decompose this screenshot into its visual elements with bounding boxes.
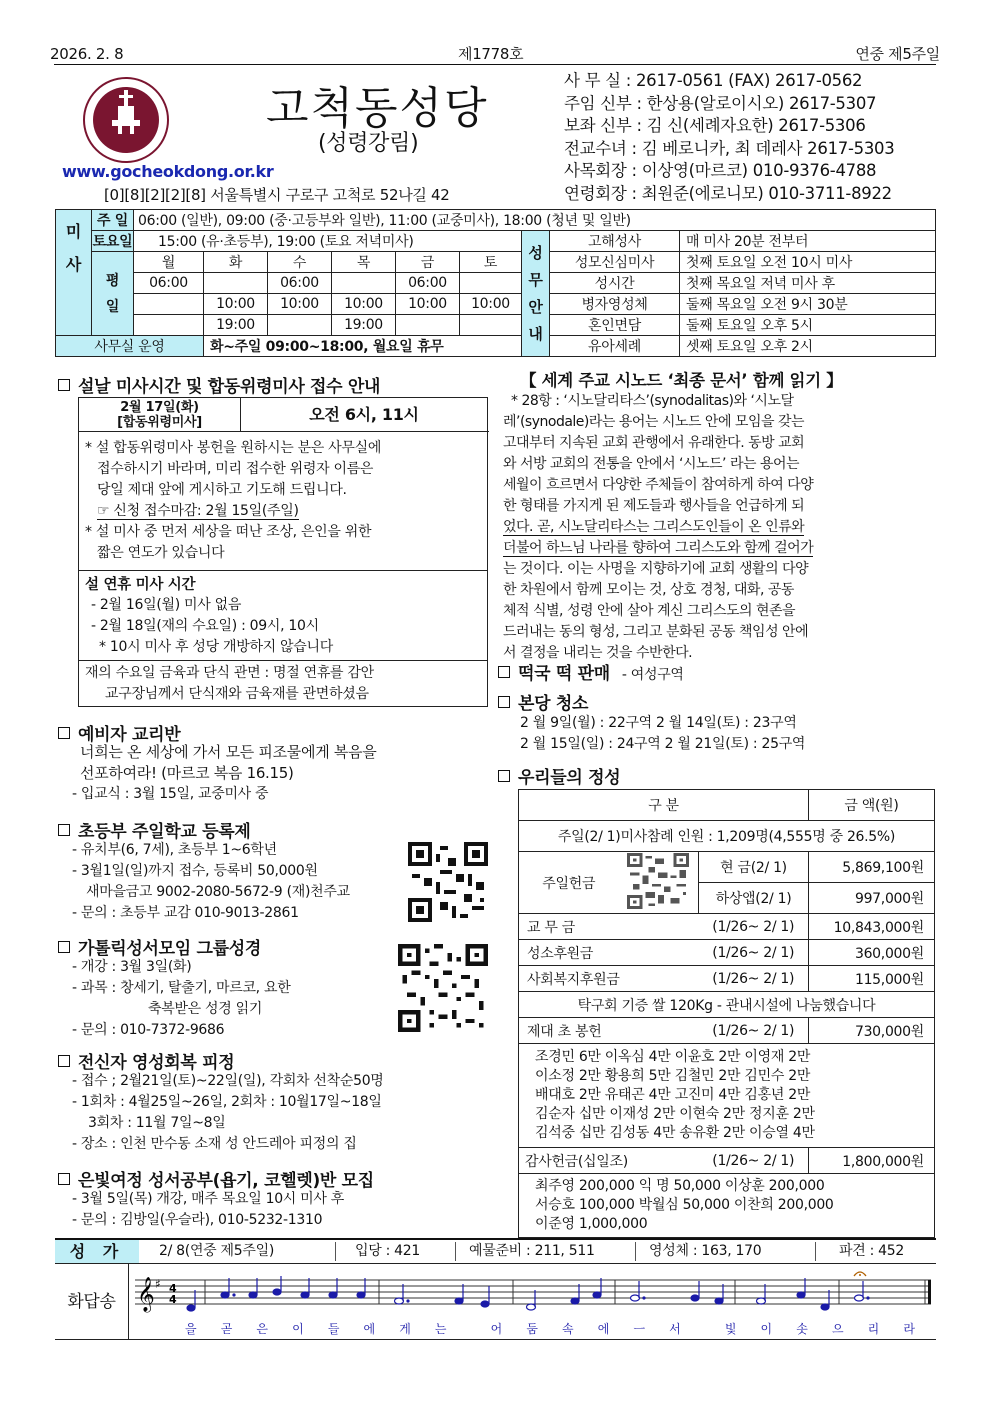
sacrament-time: 첫째 토요일 오전 10시 미사 [680,252,936,273]
psalm-label: 화답송 [55,1264,129,1340]
altar-period: (1/26~ 2/ 1) [699,1018,809,1044]
offering-row-period: (1/26~ 2/ 1) [699,914,809,940]
day-header: 토 [460,252,522,273]
weekday-time: 10:00 [204,294,268,315]
sacrament-time: 매 미사 20분 전부터 [680,231,936,252]
offering-col-header: 구 분 [519,790,809,821]
hymn-label: 성 가 [55,1240,139,1263]
weekday-time [460,315,522,336]
cash-amount: 5,869,100원 [809,852,935,883]
psalm-notes [187,1276,869,1311]
checkbox-icon [498,666,510,678]
day-header: 화 [204,252,268,273]
lunar-heading: 설날 미사시간 및 합동위령미사 접수 안내 [58,372,380,397]
offering-row-amount: 360,000원 [809,940,935,966]
lunar-date: 2월 17일(화) [합동위령미사] [79,398,241,432]
offering-row-period: (1/26~ 2/ 1) [699,940,809,966]
mass-schedule-table [55,209,936,357]
cleaning-body: 2 월 9일(월) : 22구역 2 월 14일(토) : 23구역 2 월 15일(일) : 24구역 2 월 21일(토) : 25구역 [520,715,806,752]
hymn-divider [635,1242,636,1261]
weekday-time: 06:00 [134,273,204,294]
qr-code-offering[interactable] [619,852,699,914]
offering-table [518,789,935,1238]
weekday-time: 10:00 [268,294,332,315]
contact-office: 사 무 실 : 2617-0561 (FAX) 2617-0562 [564,71,863,90]
altar-amount: 730,000원 [809,1018,935,1044]
hymn-offertory: 예물준비 : 211, 511 [469,1243,595,1259]
sunday-times: 06:00 (일반), 09:00 (중·고등부와 일반), 11:00 (교중미사), 18:00 (청년 및 일반) [134,210,936,231]
weekday-label: 평 일 [92,252,134,336]
offering-row-amount: 10,843,000원 [809,914,935,940]
thanks-amount: 1,800,000원 [809,1148,935,1174]
checkbox-icon [58,941,70,953]
sunday-school-heading: 초등부 주일학교 등록제 [58,817,250,842]
saturday-times: 15:00 (유·초등부), 19:00 (토요 저녁미사) [134,231,522,252]
attendance: 주일(2/ 1)미사참례 인원 : 1,209명(4,555명 중 26.5%) [519,821,935,852]
catechumen-body: 너희는 온 세상에 가서 모든 피조물에게 복음을 선포하여라! (마르코 복음 16.15) - 입교식 : 3월 15일, 교중미사 중 [72,743,377,802]
offering-row-label: 교 무 금 [519,914,699,940]
checkbox-icon [498,770,510,782]
contact-assistant: 보좌 신부 : 김 신(세례자요한) 2617-5306 [564,116,866,135]
holiday-title: 설 연휴 미사 시간 [85,577,196,593]
sacrament-name: 성모신심미사 [550,252,680,273]
checkbox-icon [58,824,70,836]
office-hours-label: 사무실 운영 [56,336,204,357]
weekday-time [134,294,204,315]
hymn-entrance: 입당 : 421 [355,1243,420,1259]
lunar-time: 오전 6시, 11시 [309,405,419,424]
weekday-time: 19:00 [332,315,396,336]
day-header: 수 [268,252,332,273]
weekday-time [204,273,268,294]
hymn-row [55,1238,936,1264]
offering-row-period: (1/26~ 2/ 1) [699,966,809,992]
weekday-time: 06:00 [396,273,460,294]
hymn-divider [815,1242,816,1261]
office-hours: 화~주일 09:00~18:00, 월요일 휴무 [204,336,522,357]
svg-text:♯: ♯ [155,1277,161,1291]
lunar-box [78,397,488,707]
header-rule [54,64,936,65]
cash-label: 현 금(2/ 1) [699,852,809,883]
synod-body: * 28항 : ‘시노달리타스’(synodalitas)와 ‘시노달 레’(synodale)라는 용어는 시노드 안에 모임을 갖는 고대부터 지속된 교회 관행에서 유래한다. 동방 교회 와 서방 교회의 전통을 안에서 ‘시노드’ 라는 용어는 세월이 흐르면서 다양한 주체들이 참여하게 하여 다양 한 형태를 가지게 된 제도들과 행사들을 언급하게 되 었다. 곧, 시노달리타스는 그리스도인들이 온 인류와 더불어 하느님 나라를 향하여 그리스도와 함께 걸어가 는 것이다. 이는 사명을 지향하기에 교회 생활의 다양 한 차원에서 함께 모이는 것, 상호 경청, 대화, 공동 체적 식별, 성령 안에 살아 계신 그리스도의 현존을 드러내는 동의 형성, 그리고 분화된 공동 책임성 안에 서 결정을 내리는 것을 수반한다. [503,393,814,661]
offering-row-label: 사회복지후원금 [519,966,699,992]
app-amount: 997,000원 [809,883,935,914]
fast-divider [79,660,487,661]
weekday-time [332,273,396,294]
altar-label: 제대 초 봉헌 [519,1018,699,1044]
psalm-lyrics: 을 곧 은 이 들 에 게 는 어 둠 속 에 ㅡ 서 빛 이 솟 으 리 라 [185,1322,915,1336]
holiday-lines: - 2월 16일(월) 미사 없음 - 2월 18일(재의 수요일) : 09시, 10시 * 10시 미사 후 성당 개방하지 않습니다 [91,597,333,655]
retreat-body: - 접수 ; 2월21일(토)~22일(일), 각회차 선착순50명 - 1회차 : 4월25일~26일, 2회차 : 10월17일~18일 3회차 : 11월 7일~8일 - 장소 : 인천 만수동 소재 성 안드레아 피정의 집 [72,1073,384,1152]
sacrament-time: 셋째 토요일 오후 2시 [680,336,936,357]
altar-donors: 조경민 6만 이옥심 4만 이윤호 2만 이영재 2만 이소정 2만 황용희 5만 김철민 2만 김민수 2만 배대호 2만 유태곤 4만 고진미 4만 김홍년 2만 김순자 십만 이재성 2만 이현숙 2만 정지훈 2만 김석중 십만 김성동 4만 송유환 2만 이승열 4만 [519,1044,935,1148]
offering-amount-header: 금 액(원) [809,790,935,821]
svg-text:4: 4 [169,1282,177,1295]
weekday-time [396,315,460,336]
hymn-date: 2/ 8(연중 제5주일) [159,1243,274,1259]
weekday-time: 10:00 [460,294,522,315]
contact-sisters: 전교수녀 : 김 베로니카, 최 데레사 2617-5303 [564,138,895,158]
synod-heading: 【 세계 주교 시노드 ‘최종 문서’ 함께 읽기 】 [520,371,843,390]
issue-number: 제1778호 [458,45,524,63]
checkbox-icon [58,1173,70,1185]
bible-body: - 개강 : 3월 3일(화) - 과목 : 창세기, 탈출기, 마르코, 요한 축복받은 성경 읽기 - 문의 : 010-7372-9686 [72,959,291,1038]
mass-label-top: 미 [56,210,92,252]
weekday-time [134,315,204,336]
weekday-time [460,273,522,294]
qr-code-sunday-school[interactable] [408,842,488,922]
day-header: 목 [332,252,396,273]
qr-code-bible[interactable] [398,944,488,1032]
sacrament-label: 성 무 안 내 [522,231,550,357]
saturday-label: 토요일 [92,231,134,252]
cleaning-heading: 본당 청소 [498,689,588,714]
contacts [564,70,894,205]
weekday-time: 10:00 [396,294,460,315]
sacrament-name: 혼인면담 [550,315,680,336]
sacrament-time: 둘째 토요일 오후 5시 [680,315,936,336]
checkbox-icon [58,1055,70,1067]
psalm-row [55,1264,936,1340]
address: [0][8][2][2][8] 서울특별시 구로구 고척로 52나길 42 [104,186,450,204]
weekday-time: 19:00 [204,315,268,336]
sacrament-name: 유아세례 [550,336,680,357]
rice-cake-heading: 떡국 떡 판매 - 여성구역 [498,659,684,684]
weekday-time [268,315,332,336]
sunday-offering-label: 주일헌금 [519,852,619,914]
retreat-heading: 전신자 영성회복 피정 [58,1048,234,1073]
weekday-time: 06:00 [268,273,332,294]
hymn-dismissal: 파견 : 452 [839,1243,904,1259]
offering-row-amount: 115,000원 [809,966,935,992]
sunday-label: 주 일 [92,210,134,231]
sunday-school-body: - 유치부(6, 7세), 초등부 1~6학년 - 3월1일(일)까지 접수, 등록비 50,000원 새마을금고 9002-2080-5672-9 (재)천주교 - 문의 : 초등부 교감 010-9013-2861 [72,842,350,921]
contact-pastor: 주임 신부 : 한상용(알로이시오) 2617-5307 [564,93,877,113]
checkbox-icon [58,727,70,739]
day-header: 월 [134,252,204,273]
sacrament-name: 성시간 [550,273,680,294]
website-link[interactable]: www.gocheokdong.or.kr [62,162,274,181]
bible-heading: 가톨릭성서모임 그룹성경 [58,934,261,959]
lunar-divider [79,570,487,571]
thanks-label: 감사헌금(십일조) [519,1148,699,1174]
thanks-period: (1/26~ 2/ 1) [699,1148,809,1174]
sacrament-name: 병자영성체 [550,294,680,315]
rice-cake-sub: - 여성구역 [621,667,684,683]
sacrament-time: 둘째 목요일 오전 9시 30분 [680,294,936,315]
hymn-divider [455,1242,456,1261]
mass-label-bottom: 사 [56,252,92,336]
hymn-divider [335,1242,336,1261]
silver-heading: 은빛여정 성서공부(욥기, 코헬렛)반 모집 [58,1166,374,1191]
thanks-donors: 최주영 200,000 익 명 50,000 이상훈 200,000 서승호 100,000 박월심 50,000 이찬희 200,000 이준영 1,000,000 [519,1174,935,1238]
fast-notice: 재의 수요일 금육과 단식 관면 : 명절 연휴를 감안 교구장님께서 단식재와 금육재를 관면하셨음 [85,665,374,702]
catechumen-heading: 예비자 교리반 [58,720,180,745]
offering-heading: 우리들의 정성 [498,763,620,788]
checkbox-icon [498,696,510,708]
parish-title: 고척동성당 [266,83,489,134]
day-header: 금 [396,252,460,273]
silver-body: - 3월 5일(목) 개강, 매주 목요일 10시 미사 후 - 문의 : 김방일(우슬라), 010-5232-1310 [72,1191,344,1228]
issue-date: 2026. 2. 8 [50,45,124,63]
rice-donation: 탁구회 기증 쌀 120Kg - 관내시설에 나눔했습니다 [519,992,935,1018]
contact-council: 사목회장 : 이상영(마르코) 010-9376-4788 [564,161,877,180]
sacrament-name: 고해성사 [550,231,680,252]
sacrament-time: 첫째 목요일 저녁 미사 후 [680,273,936,294]
treble-clef-icon: 𝄞 [137,1277,155,1312]
parish-subtitle: (성령강림) [318,131,419,156]
liturgical-season: 연중 제5주일 [855,45,940,63]
offering-row-label: 성소후원금 [519,940,699,966]
lunar-notes: * 설 합동위령미사 봉헌을 원하시는 분은 사무실에 접수하시기 바라며, 미리 접수한 위령자 이름은 당일 제대 앞에 게시하고 기도해 드립니다. ☞ 신청 접수마감: 2월 15일(주일) * 설 미사 중 먼저 세상을 떠난 조상, 은인을 위한 짧은 연도가 있습니다 [85,440,382,561]
hymn-communion: 영성체 : 163, 170 [649,1243,762,1259]
app-label: 하상앱(2/ 1) [699,883,809,914]
weekday-time: 10:00 [332,294,396,315]
checkbox-icon [58,379,70,391]
contact-funeral: 연령회장 : 최원준(에로니모) 010-3711-8922 [564,183,892,203]
svg-text:4: 4 [169,1293,177,1306]
psalm-staff [135,1268,935,1318]
parish-logo [82,76,170,164]
